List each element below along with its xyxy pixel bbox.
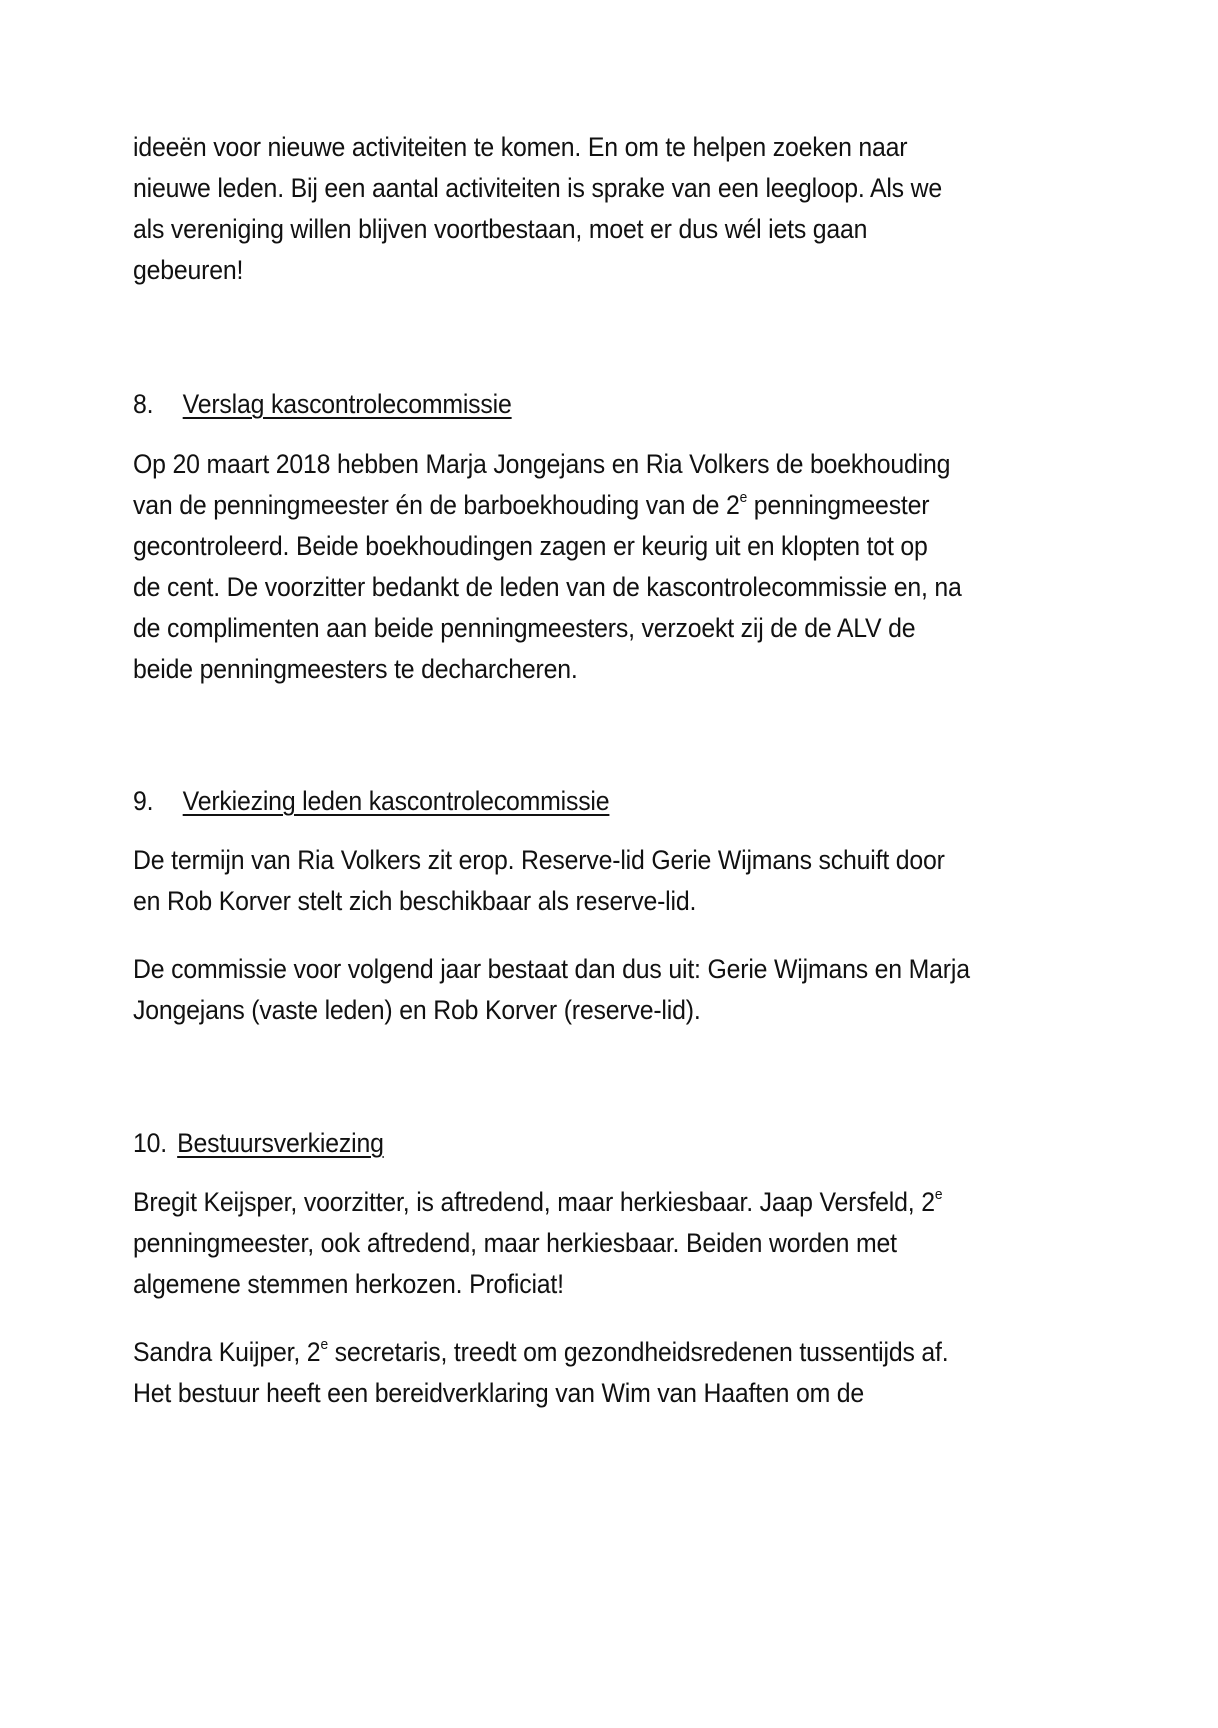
text: de complimenten aan beide penningmeesters, verzoekt zij de de ALV de (133, 613, 916, 643)
superscript: e (739, 489, 748, 506)
section-10-heading (133, 1127, 384, 1159)
paragraph-line: De commissie voor volgend jaar bestaat dan dus uit: Gerie Wijmans en Marja (133, 954, 970, 984)
paragraph-line (133, 489, 929, 521)
section-number: 8. (133, 389, 154, 419)
paragraph-line (133, 1186, 942, 1218)
intro-line: nieuwe leden. Bij een aantal activiteiten is sprake van een leegloop. Als we (133, 173, 943, 203)
intro-line: ideeën voor nieuwe activiteiten te komen. En om te helpen zoeken naar (133, 132, 908, 162)
paragraph-line: De termijn van Ria Volkers zit erop. Reserve-lid Gerie Wijmans schuift door (133, 845, 945, 875)
text: de cent. De voorzitter bedankt de leden van de kascontrolecommissie en, na (133, 572, 962, 602)
text: secretaris, treedt om gezondheidsredenen tussentijds af. (327, 1337, 949, 1367)
text: van de penningmeester én de barboekhouding van de 2 (133, 490, 740, 520)
paragraph-line (133, 1227, 897, 1259)
text: Op 20 maart 2018 hebben Marja Jongejans en Ria Volkers de boekhouding (133, 449, 951, 479)
paragraph-line (133, 653, 578, 685)
paragraph-line (133, 448, 950, 480)
paragraph-line (133, 1377, 864, 1409)
section-title: Bestuursverkiezing (177, 1128, 384, 1158)
intro-line: als vereniging willen blijven voortbestaan, moet er dus wél iets gaan (133, 214, 868, 244)
paragraph-line (133, 530, 928, 562)
text: penningmeester (747, 490, 930, 520)
section-number: 10. (133, 1128, 167, 1158)
text: Bregit Keijsper, voorzitter, is aftredend, maar herkiesbaar. Jaap Versfeld, 2 (133, 1187, 935, 1217)
section-8-heading (133, 388, 512, 420)
paragraph-line (133, 571, 962, 603)
paragraph-line (133, 612, 915, 644)
text: penningmeester, ook aftredend, maar herkiesbaar. Beiden worden met (133, 1228, 897, 1258)
text: Het bestuur heeft een bereidverklaring van Wim van Haaften om de (133, 1378, 865, 1408)
paragraph-line: en Rob Korver stelt zich beschikbaar als reserve-lid. (133, 886, 697, 916)
superscript: e (320, 1336, 328, 1353)
paragraph-line: Jongejans (vaste leden) en Rob Korver (reserve-lid). (133, 995, 701, 1025)
text: Sandra Kuijper, 2 (133, 1337, 321, 1367)
intro-line: gebeuren! (133, 255, 244, 285)
paragraph-line (133, 1336, 948, 1368)
text: algemene stemmen herkozen. Proficiat! (133, 1269, 564, 1299)
superscript: e (934, 1186, 943, 1203)
text: gecontroleerd. Beide boekhoudingen zagen er keurig uit en klopten tot op (133, 531, 928, 561)
text: beide penningmeesters te decharcheren. (133, 654, 578, 684)
section-title: Verslag kascontrolecommissie (182, 389, 512, 419)
paragraph-line (133, 1268, 564, 1300)
section-title: Verkiezing leden kascontrolecommissie (182, 786, 610, 816)
section-number: 9. (133, 786, 154, 816)
section-9-heading (133, 785, 609, 817)
